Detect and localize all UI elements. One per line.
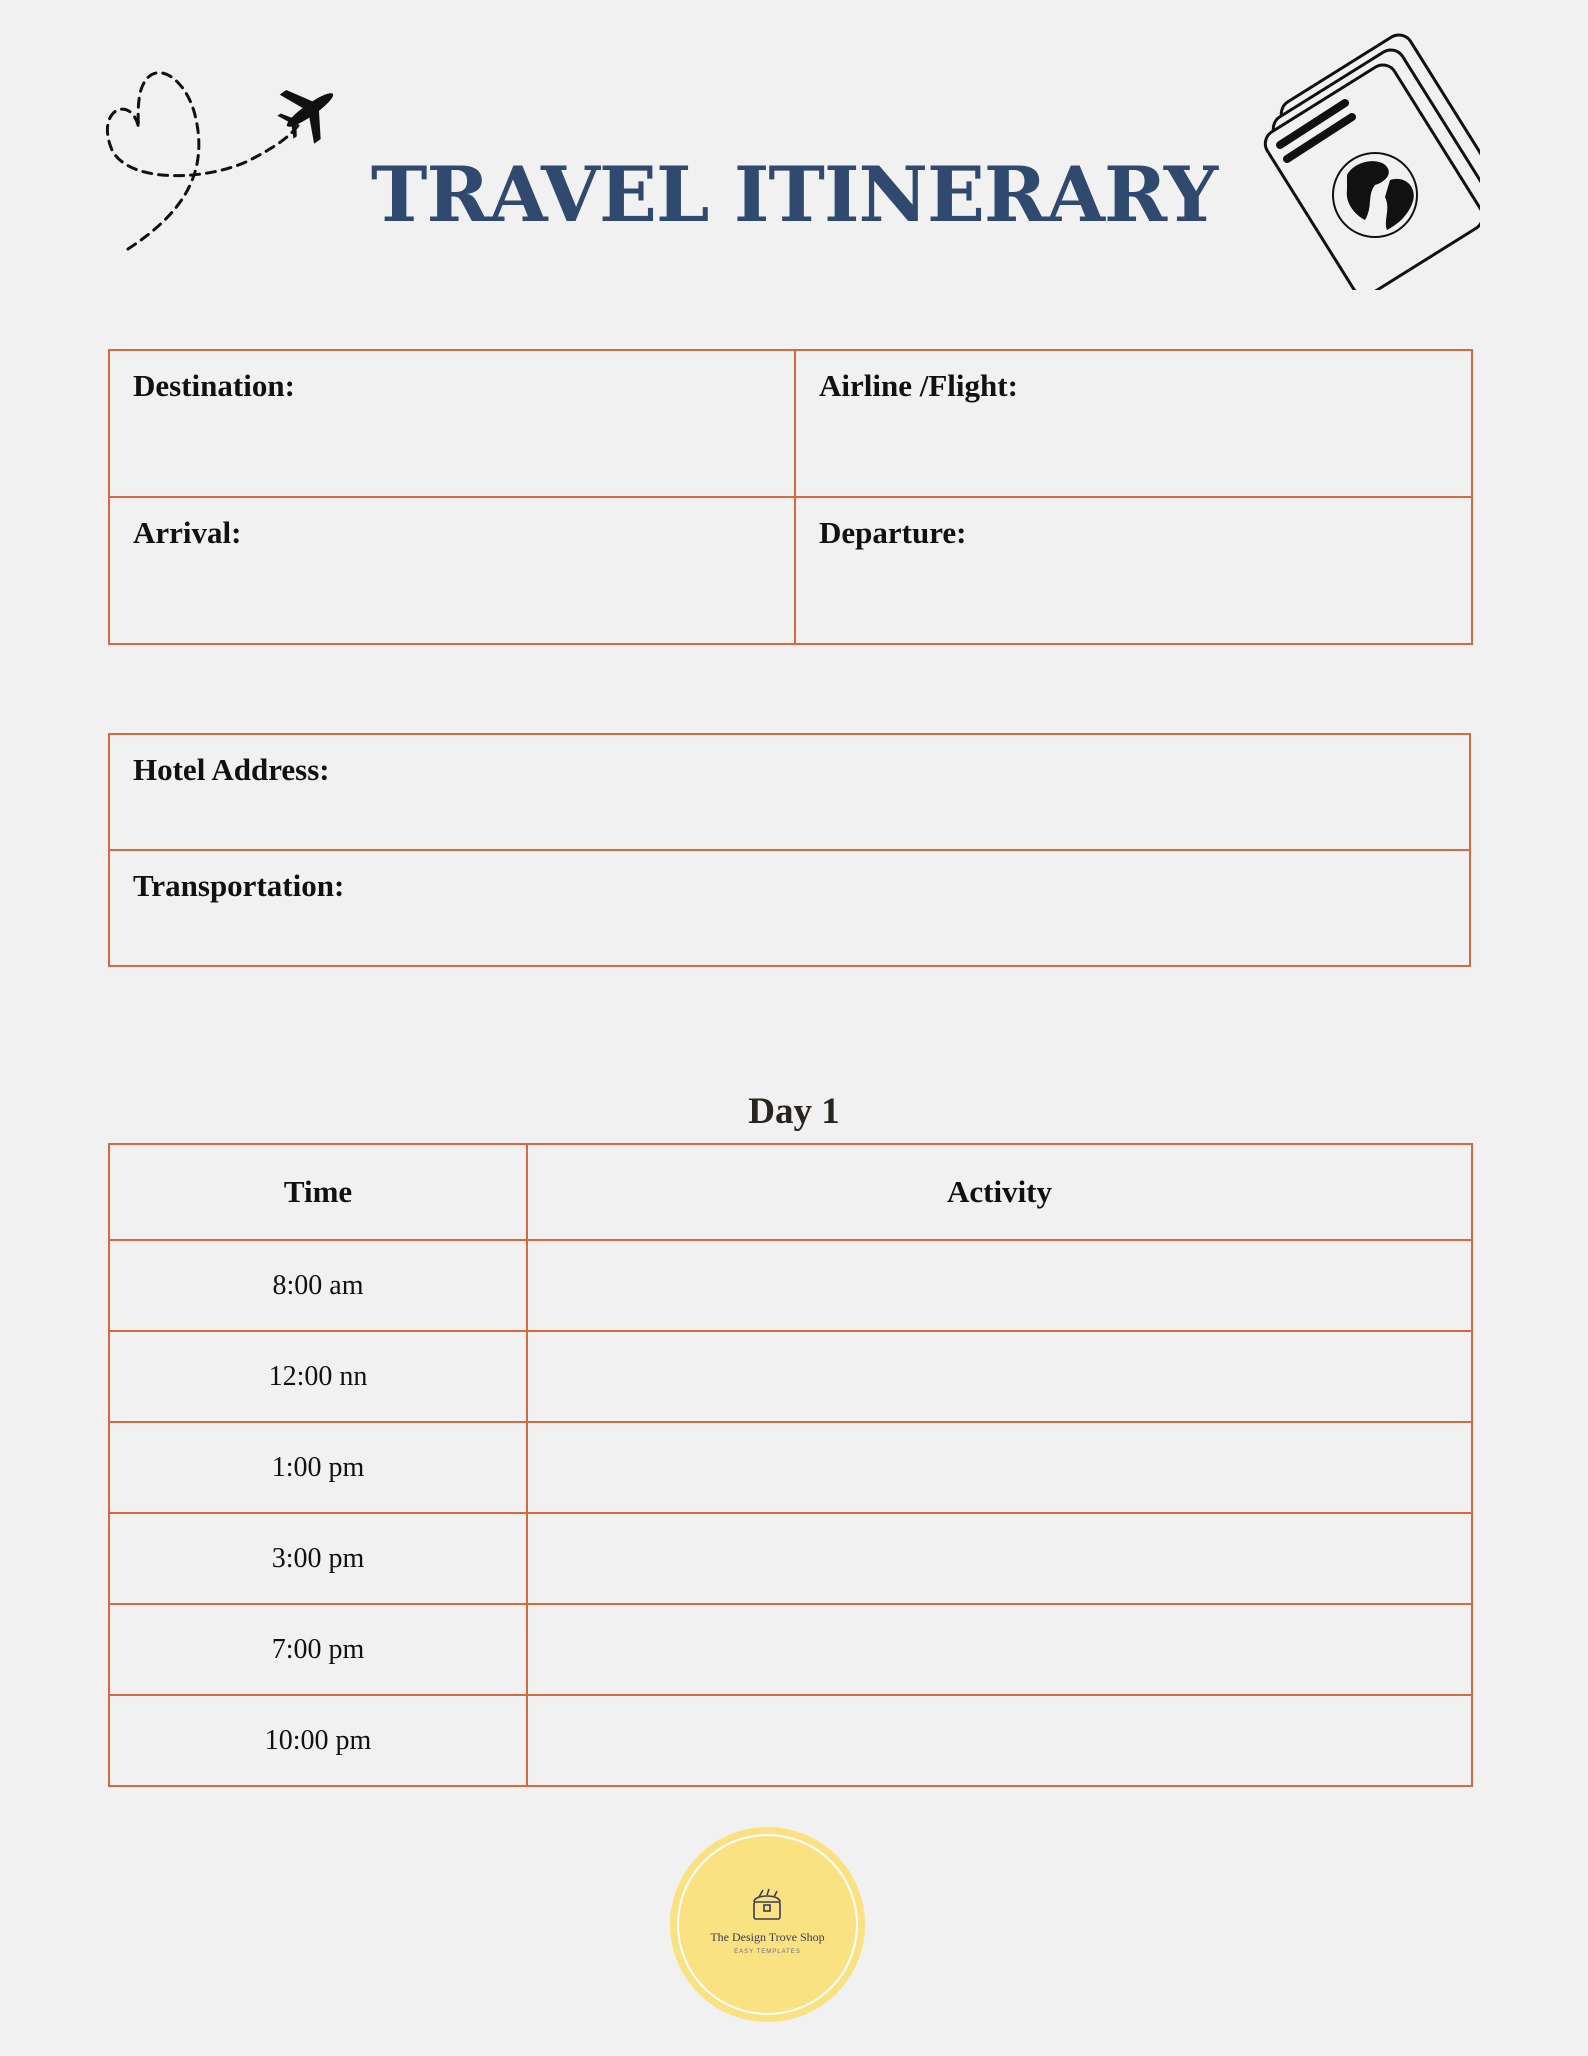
shop-logo (670, 1827, 865, 2022)
day-title: Day 1 (748, 1091, 840, 1132)
time-column-header: Time (109, 1144, 527, 1240)
page-title: TRAVEL ITINERARY (370, 150, 1218, 239)
logo-shop-name: The Design Trove Shop (710, 1930, 825, 1944)
transportation-field[interactable] (109, 850, 1470, 966)
destination-field[interactable] (109, 350, 795, 497)
table-row (109, 734, 1470, 850)
table-row (109, 1422, 1472, 1513)
airline-flight-label: Airline /Flight: (819, 368, 1018, 403)
table-row (109, 497, 1472, 644)
treasure-chest-icon (749, 1888, 785, 1922)
stay-details-table (108, 733, 1471, 967)
table-row (109, 850, 1470, 966)
activity-cell[interactable] (527, 1604, 1472, 1695)
airline-flight-field[interactable] (795, 350, 1472, 497)
arrival-field[interactable] (109, 497, 795, 644)
table-row (109, 1513, 1472, 1604)
activity-cell[interactable] (527, 1422, 1472, 1513)
transportation-label: Transportation: (133, 868, 345, 903)
activity-cell[interactable] (527, 1240, 1472, 1331)
hotel-address-field[interactable] (109, 734, 1470, 850)
activity-cell[interactable] (527, 1331, 1472, 1422)
day-schedule-table (108, 1143, 1473, 1787)
logo-tagline: EASY TEMPLATES (734, 1949, 801, 1955)
destination-label: Destination: (133, 368, 295, 403)
departure-label: Departure: (819, 515, 967, 550)
table-header-row (109, 1144, 1472, 1240)
time-cell: 1:00 pm (109, 1422, 527, 1513)
time-cell: 8:00 am (109, 1240, 527, 1331)
activity-cell[interactable] (527, 1695, 1472, 1786)
trip-details-table (108, 349, 1473, 645)
arrival-label: Arrival: (133, 515, 242, 550)
time-cell: 10:00 pm (109, 1695, 527, 1786)
table-row (109, 350, 1472, 497)
logo-ring (677, 1834, 858, 2015)
time-cell: 12:00 nn (109, 1331, 527, 1422)
time-cell: 7:00 pm (109, 1604, 527, 1695)
hotel-address-label: Hotel Address: (133, 752, 330, 787)
table-row (109, 1331, 1472, 1422)
departure-field[interactable] (795, 497, 1472, 644)
table-row (109, 1695, 1472, 1786)
activity-cell[interactable] (527, 1513, 1472, 1604)
table-row (109, 1604, 1472, 1695)
activity-column-header: Activity (527, 1144, 1472, 1240)
time-cell: 3:00 pm (109, 1513, 527, 1604)
table-row (109, 1240, 1472, 1331)
